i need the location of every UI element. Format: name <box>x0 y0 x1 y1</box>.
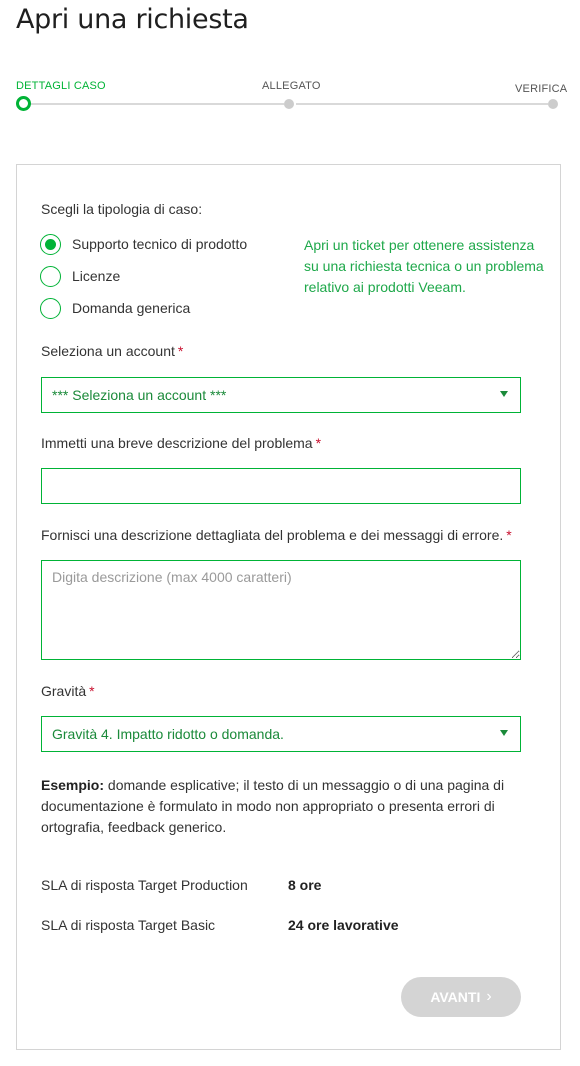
step-dot-case-details <box>16 96 31 111</box>
step-label-review: VERIFICA <box>515 83 568 95</box>
case-type-label: Scegli la tipologia di caso: <box>41 201 203 217</box>
detailed-description-label-text: Fornisci una descrizione dettagliata del problema e dei messaggi di errore. <box>41 527 504 543</box>
next-button-label: AVANTI <box>430 989 481 1005</box>
example-lead: Esempio: <box>41 777 105 793</box>
sla-basic-label: SLA di risposta Target Basic <box>41 917 216 933</box>
required-mark: * <box>89 683 95 699</box>
step-connector <box>296 103 548 105</box>
severity-label <box>41 683 95 699</box>
chevron-right-icon: › <box>486 988 492 1005</box>
radio-label: Domanda generica <box>72 300 191 316</box>
short-description-input[interactable] <box>41 468 521 504</box>
account-select[interactable] <box>41 377 521 413</box>
required-mark: * <box>315 435 322 451</box>
sla-production-value: 8 ore <box>288 877 322 893</box>
required-mark: * <box>177 343 184 359</box>
severity-select[interactable] <box>41 716 521 752</box>
account-label-text: Seleziona un account <box>41 343 175 359</box>
severity-label-text: Gravità <box>41 683 87 699</box>
step-dot-review <box>548 99 558 109</box>
step-dot-attachment <box>284 99 294 109</box>
progress-stepper <box>0 78 580 118</box>
sla-basic-value: 24 ore lavorative <box>288 917 399 933</box>
step-label-attachment: ALLEGATO <box>262 80 321 92</box>
radio-label: Licenze <box>72 268 121 284</box>
short-description-label <box>41 435 321 451</box>
step-connector <box>30 103 284 105</box>
account-select-value: *** Seleziona un account *** <box>52 387 227 403</box>
radio-option-general-question[interactable] <box>40 297 190 319</box>
dropdown-caret-icon <box>500 730 508 736</box>
radio-label: Supporto tecnico di prodotto <box>72 236 248 252</box>
severity-select-value: Gravità 4. Impatto ridotto o domanda. <box>52 726 284 742</box>
dropdown-caret-icon <box>500 391 508 397</box>
account-label <box>41 343 183 359</box>
page-title: Apri una richiesta <box>16 4 249 35</box>
next-button[interactable] <box>401 977 521 1017</box>
case-form-card <box>16 164 561 1050</box>
severity-example <box>41 775 531 838</box>
radio-option-technical-support[interactable] <box>40 233 247 255</box>
sla-production-label: SLA di risposta Target Production <box>41 877 248 893</box>
short-description-label-text: Immetti una breve descrizione del problema <box>41 435 313 451</box>
radio-button-checked[interactable] <box>40 234 61 255</box>
radio-option-licenses[interactable] <box>40 265 120 287</box>
case-type-hint: Apri un ticket per ottenere assistenza su una richiesta tecnica o un problema relativo ai prodotti Veeam. <box>304 237 544 295</box>
detailed-description-textarea[interactable] <box>41 560 521 660</box>
detailed-description-label <box>41 527 512 543</box>
radio-button[interactable] <box>40 266 61 287</box>
step-label-case-details: DETTAGLI CASO <box>16 80 106 92</box>
required-mark: * <box>506 527 512 543</box>
radio-button[interactable] <box>40 298 61 319</box>
example-text: domande esplicative; il testo di un messaggio o di una pagina di documentazione è formulato in modo non appropriato o presenta errori di ortografia, feedback generico. <box>41 777 505 835</box>
